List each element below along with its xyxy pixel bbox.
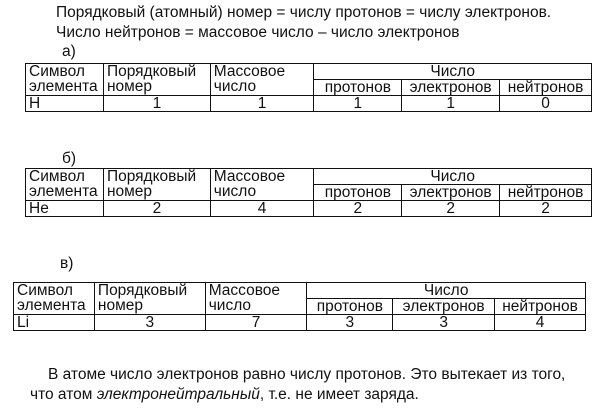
cell-protons: 2 xyxy=(314,201,402,217)
header-symbol: Символ элемента xyxy=(26,169,104,201)
table-a xyxy=(25,63,592,112)
table-a-label: а) xyxy=(62,43,76,60)
header-ordinal: Порядковый номер xyxy=(103,64,210,96)
cell-protons: 3 xyxy=(307,315,393,331)
header-protons: протонов xyxy=(314,80,402,96)
cell-electrons: 3 xyxy=(393,315,495,331)
cell-symbol: Li xyxy=(14,315,95,331)
cell-neutrons: 2 xyxy=(500,201,592,217)
cell-ordinal: 2 xyxy=(103,201,210,217)
footer-line-2: что атом электронейтральный, т.е. не имеет заряда. xyxy=(30,386,419,403)
header-protons: протонов xyxy=(307,299,393,315)
cell-mass: 7 xyxy=(205,315,307,331)
table-row xyxy=(26,201,592,217)
table-b xyxy=(25,168,592,217)
rule-line-2: Число нейтронов = массовое число – число электронов xyxy=(56,24,460,41)
header-ordinal: Порядковый номер xyxy=(103,169,210,201)
cell-symbol: He xyxy=(26,201,104,217)
header-electrons: электронов xyxy=(402,185,500,201)
header-symbol: Символ элемента xyxy=(26,64,104,96)
header-electrons: электронов xyxy=(393,299,495,315)
header-electrons: электронов xyxy=(402,80,500,96)
header-number: Число xyxy=(314,169,592,185)
table-row xyxy=(14,315,586,331)
table-b-label: б) xyxy=(62,150,77,167)
cell-ordinal: 3 xyxy=(94,315,205,331)
cell-electrons: 2 xyxy=(402,201,500,217)
cell-electrons: 1 xyxy=(402,96,500,112)
footer-line-1: В атоме число электронов равно числу протонов. Это вытекает из того, xyxy=(48,366,566,383)
cell-mass: 4 xyxy=(210,201,314,217)
table-c-label: в) xyxy=(60,255,74,272)
cell-neutrons: 0 xyxy=(500,96,592,112)
header-mass: Массовое число xyxy=(210,169,314,201)
cell-symbol: H xyxy=(26,96,104,112)
header-ordinal: Порядковый номер xyxy=(94,283,205,315)
table-c xyxy=(13,282,586,331)
header-number: Число xyxy=(307,283,586,299)
cell-neutrons: 4 xyxy=(495,315,586,331)
table-row xyxy=(14,283,586,299)
header-mass: Массовое число xyxy=(205,283,307,315)
header-neutrons: нейтронов xyxy=(500,80,592,96)
emphasis-term: электронейтральный xyxy=(96,386,260,403)
header-neutrons: нейтронов xyxy=(495,299,586,315)
table-row xyxy=(26,96,592,112)
header-protons: протонов xyxy=(314,185,402,201)
table-row xyxy=(26,169,592,185)
cell-mass: 1 xyxy=(210,96,314,112)
cell-protons: 1 xyxy=(314,96,402,112)
table-row xyxy=(26,64,592,80)
header-mass: Массовое число xyxy=(210,64,314,96)
header-symbol: Символ элемента xyxy=(14,283,95,315)
header-neutrons: нейтронов xyxy=(500,185,592,201)
cell-ordinal: 1 xyxy=(103,96,210,112)
header-number: Число xyxy=(314,64,592,80)
rule-line-1: Порядковый (атомный) номер = числу протонов = числу электронов. xyxy=(56,4,552,21)
